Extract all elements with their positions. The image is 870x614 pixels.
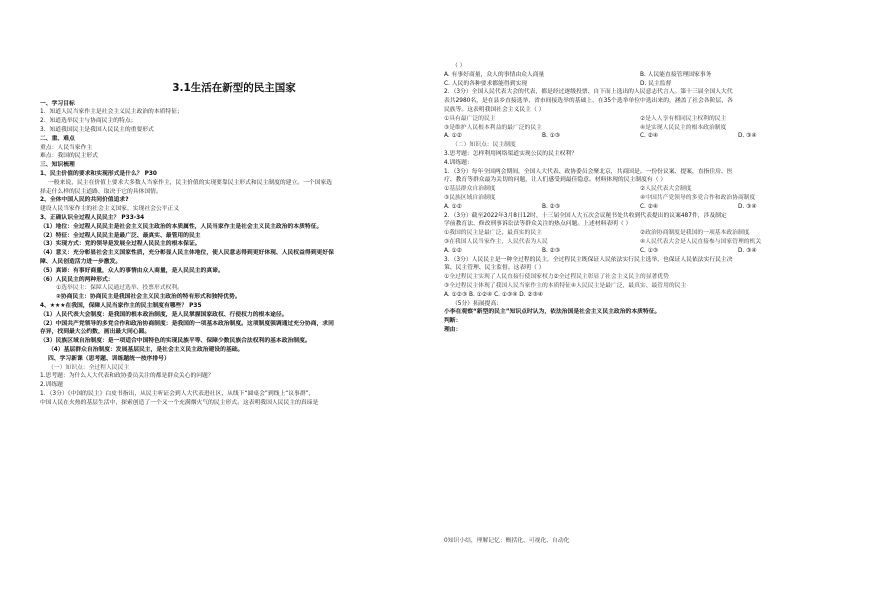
option-b[interactable]: B. ①③ [542,133,561,140]
option-c[interactable]: C. ②④ [640,133,659,140]
question-heading: 1、民主价值的要求和实现形式是什么？ P30 [40,171,157,178]
option-row [444,80,836,89]
question-stem: 表共2980名，是在县乡直接选举、省市间接选举的基础上，在35个选举单位中选出来的，涵盖了社会各阶层、各 [444,98,733,105]
option-b[interactable]: B. ②③ [542,247,561,254]
knowledge-item: （1）人民代表大会制度：是我国的根本政治制度，是人民掌握国家政权、行使权力的根本途径。 [40,311,288,318]
question-stem: 1．（3分）《中国的民主》白皮书指出，从民主听证会到人大代表进社区，从线下“圆桌会”到线上“议事群”， [40,390,315,397]
section-heading: 四、学习新课（思考题、训练题统一按序排号） [48,355,170,362]
option-row [444,71,836,80]
option-c[interactable]: C. ②④ [640,203,659,210]
knowledge-item: （1）地位：全过程人民民主是社会主义民主政治的本质属性，人民当家作主是社会主义民主政治的本质特征。 [40,223,323,230]
paragraph-line: 择走什么样的民主道路，取决于它的具体国情。 [40,188,162,195]
goal-item: 2．知道选举民主与协商民主的特点； [40,118,137,125]
statement-row [444,229,836,238]
question-stem: 3．（3分）人民民主是一种全过程的民主，全过程民主既保证人民依法实行民主选举，也保证人民依法实行民主决 [444,256,733,263]
question-stem: 2．（3分）全国人民代表大会的代表，都是经过逐级投票、自下而上选出的人民意志代言人。第十三届全国人大代 [444,89,733,96]
left-column [40,82,428,408]
option-b[interactable]: B. 人民能直接管理国家事务 [640,71,712,78]
training-heading: 2.训练题 [40,382,63,389]
knowledge-item: （6）人民民主的两种形式： [40,276,114,283]
statement-item: ③在我国人民当家作主，人民代表为人民 [444,238,548,245]
judge-label[interactable]: 判断： [444,318,462,325]
statement-item: ④中国共产党领导的多党合作和政治协商制度 [640,194,756,201]
option-d[interactable]: D. 民主监督 [640,80,672,87]
key-point: 重点：人民当家作主 [40,144,93,151]
option-a[interactable]: A. ①② [444,203,462,210]
goal-item: 1．知道人民当家作主是社会主义民主政治的本质特征； [40,109,183,116]
question-heading: 2、全体中国人民的共同价值追求? [40,197,129,204]
difficult-point: 难点：我国的民主形式 [40,153,98,160]
option-d[interactable]: D. ③④ [738,203,757,210]
statement-row [444,124,836,133]
statement-item: ③民族区域自治制度 [444,194,496,201]
think-question: 3.思考题：怎样利用网络渠道实现公民的民主权利？ [444,150,578,157]
page-title: 3.1生活在新型的民主国家 [172,82,296,94]
statement-item: ①全过程民主实现了人民直接行使国家权力②全过程民主彰显了社会主义民主的显著优势 [444,274,669,281]
statement-item: ①基层群众自治制度 [444,186,496,193]
statement-item: ③全过程民主体现了我国人民当家作主的本质特征④人民民主是最广泛，最真实、最管用的民主 [444,282,687,289]
statement-item: ②人民代表大会制度 [640,186,692,193]
training-heading: 4.训练题： [444,159,473,166]
option-a[interactable]: A. 有事好商量，众人的事情由众人商量 [444,71,545,78]
question-stem: 学前教育法、修改刑事诉讼法等群众关注的热点问题。上述材料表明（ ） [444,221,632,228]
question-stem: 2．（3分）截至2022年3月8日12时，十三届全国人大五次会议秘书处共收到代表提出的议案487件，涉及制定 [444,212,727,219]
statement-item: ④是实现人民民主的根本政治制度 [640,124,727,131]
question-heading: 3、正确认识全过程人民民主？ P33-34 [40,215,145,221]
question-heading: 4、★★★在我国，保障人民当家作主的民主制度有哪些？ P35 [40,302,202,309]
section-heading: 三、知识梳理 [40,162,75,169]
statement-row [444,238,836,247]
option-row [444,132,836,141]
paragraph-line: 建设人民当家作主的社会主义国家，实现社会公平正义 [40,206,180,213]
question-stem: 民族等。这表明我国社会主义民主（ ） [444,106,545,113]
statement-item: ②是人人享有相同民主权利的民主 [640,115,727,122]
knowledge-point-label: （一）知识点：全过程人民民主 [48,364,130,371]
knowledge-item: （4）基层群众自治制度：发展基层民主，是社会主义民主政治建设的基础。 [48,346,244,353]
right-column [444,62,836,335]
statement-item: ①我国的民主是最广泛、最真实的民主 [444,230,542,237]
option-c[interactable]: C. ①③ [640,247,659,254]
goal-item: 3．知道我国民主是我国人民民主的重要形式 [40,127,154,134]
section-heading: 一、学习目标 [40,100,75,107]
knowledge-item: 存异，找到最大公约数，画出最大同心圆。 [40,329,151,336]
statement-item: ③是维护人民根本利益的最广泛的民主 [444,124,542,131]
section-heading: 二、重、难点 [40,135,75,142]
option-b[interactable]: B. ②③ [542,203,561,210]
knowledge-subitem: ②协商民主：协商民主是我国社会主义民主政治的特有形式和独特优势。 [56,294,241,301]
statement-row [444,194,836,203]
paragraph-line: 一般来说，民主在价值上要求大多数人当家作主，民主价值的实现要靠民主形式和民主制度的建立。一个国家选 [48,179,333,186]
knowledge-item: （3）实现方式：党的领导是发展全过程人民民主的根本保证。 [40,241,201,248]
statement-row [444,185,836,194]
knowledge-point-label: （二）知识点：民主制度 [452,142,516,149]
knowledge-item: 障、人民创造活力进一步激发。 [40,258,122,265]
knowledge-item: （2）中国共产党领导的多党合作和政治协商制度：是我国的一项基本政治制度。这项制度强调通过充分协商，求同 [40,320,334,327]
answer-bracket: （ ） [452,63,466,69]
statement-item: ④人民代表大会是人民直接参与国家管理的机关 [640,238,762,245]
knowledge-item: （3）民族区域自治制度：是一项适合中国特色的实现民族平等、保障少数民族合法权利的基本政治制度。 [40,338,311,345]
question-stem: 疗、教育等群众最为关切的问题，让人们感受到最佳隐意。材料体现的民主制度有（ ） [444,177,667,184]
option-a[interactable]: A. ①② [444,133,462,140]
option-c[interactable]: C. 人民的各种要求都能得到实现 [444,80,528,87]
question-stem: 1．（3分）每年全国两会期间，全国人大代表、政协委员会聚北京，共商国是。一份份议案、提案，直指住房、医 [444,168,733,175]
expand-heading: （5分）拓展提高： [452,300,503,307]
knowledge-item: （5）真谛：有事好商量，众人的事情由众人商量，是人民民主的真谛。 [40,267,224,274]
option-row [444,203,836,212]
summary-footer: 0知识小结，理解记忆：概括化、可视化、自动化 [444,538,570,544]
option-row [444,247,836,256]
option-a[interactable]: A. ①② [444,247,462,254]
think-question: 1.思考题：为什么人大代表和政协委员关注的都是群众关心的问题？ [40,373,214,380]
reason-label[interactable]: 理由： [444,326,462,333]
question-stem: 策、民主管理、民主监督。这表明（ ） [444,265,545,272]
option-d[interactable]: D. ③④ [738,247,757,254]
knowledge-item: （2）特征：全过程人民民主是最广泛、最真实、最管用的民主 [40,232,201,239]
statement-item: ②政治协商制度是我国的一项基本政治制度 [640,230,750,237]
option-d[interactable]: D. ③④ [738,133,757,140]
statement-row [444,115,836,124]
expand-question: 小李在观察“新型的民主”知识点时认为，依法治国是社会主义民主政治的本质特征。 [444,309,661,316]
option-row[interactable]: A. ①②③ B. ①②④ C. ①③④ D. ②③④ [444,291,543,298]
knowledge-item: （4）意义：充分彰显社会主义国家性质，充分彰显人民主体地位，使人民意志得到更好体现、人民权益得到更好保 [40,250,334,257]
knowledge-subitem: ①选举民主：保障人民通过选举、投票形式权利。 [56,285,183,292]
question-stem: 中国人民在火热的基层生活中，探索创造了一个又一个充满烟火气的民主形式。这表明我国人民民主的真谛是 [40,399,319,406]
statement-item: ①具有最广泛的民主 [444,115,496,122]
